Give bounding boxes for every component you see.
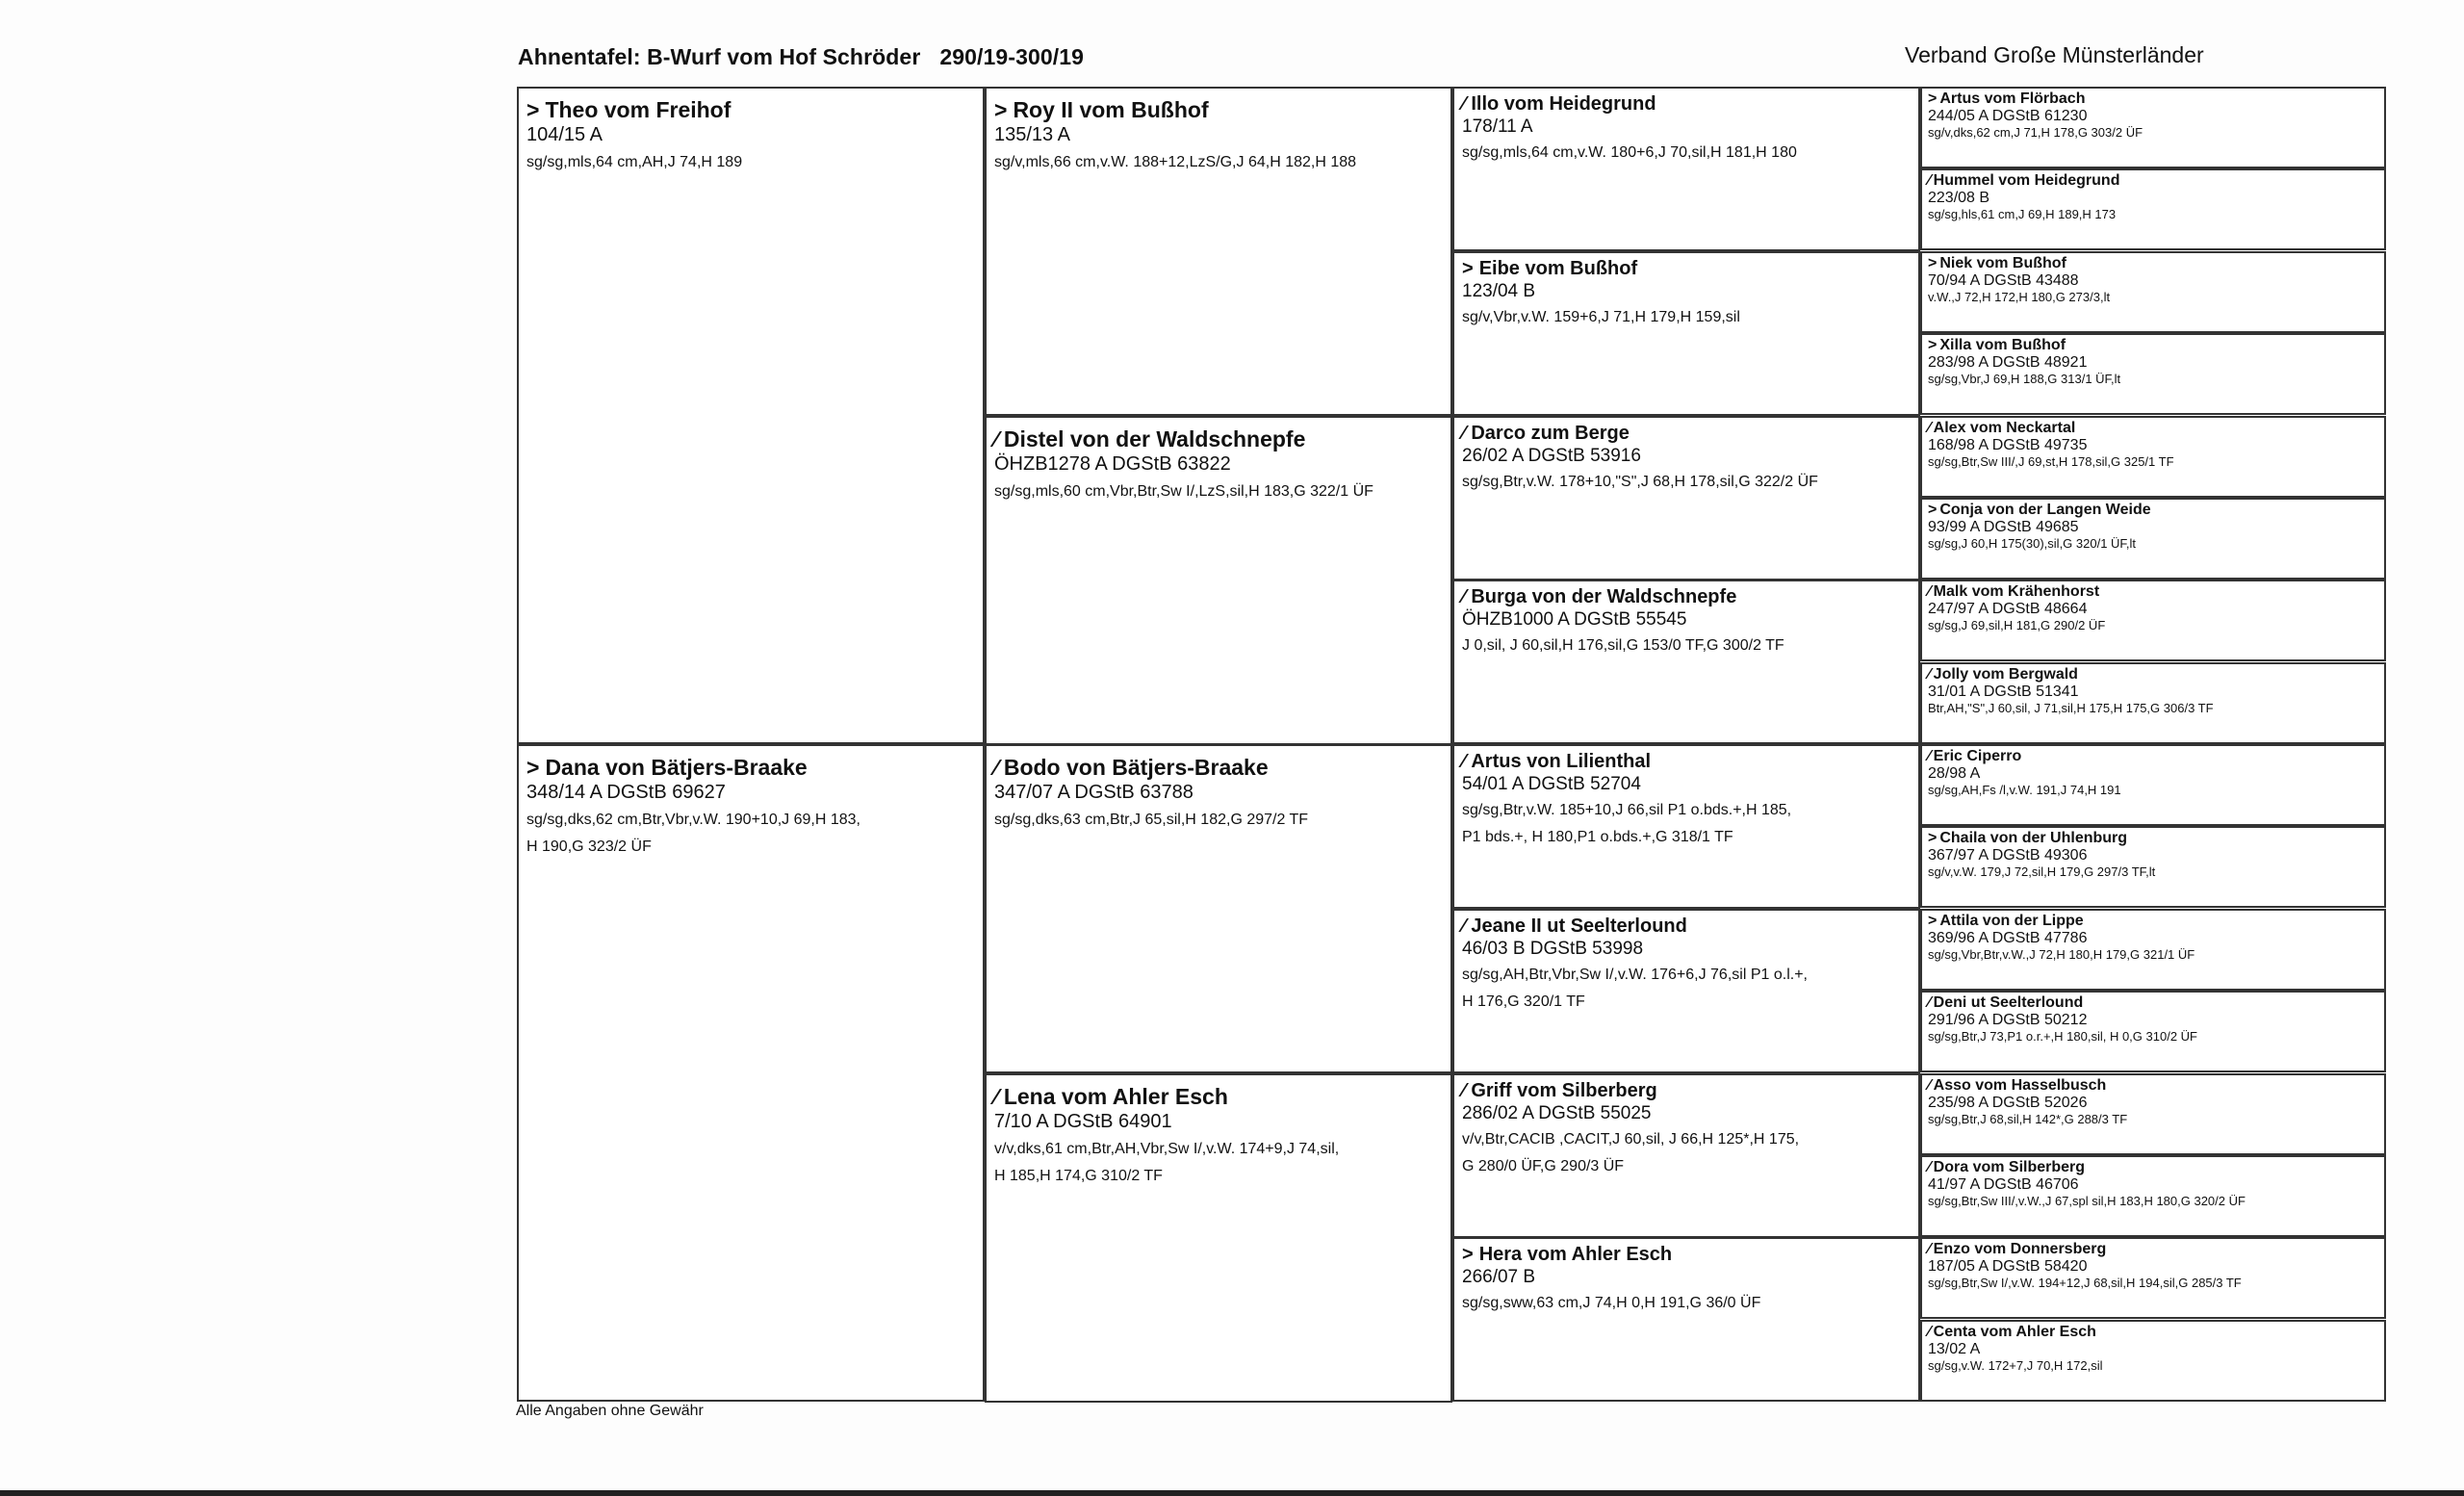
ancestor-name: Niek vom Bußhof [1939, 255, 2066, 271]
ancestor-name: Eric Ciperro [1933, 748, 2022, 764]
sex-marker-icon: ⁄ [1462, 586, 1466, 607]
ancestor-name-line [1928, 913, 2378, 930]
ancestor-name: Dana von Bätjers-Braake [545, 755, 808, 780]
ancestor-name-line [1928, 666, 2378, 684]
registration-number: 369/96 A DGStB 47786 [1928, 930, 2088, 946]
performance-info: v/v,dks,61 cm,Btr,AH,Vbr,Sw I/,v.W. 174+9,J 74,sil, H 185,H 174,G 310/2 TF [994, 1141, 1340, 1184]
performance-info: v.W.,J 72,H 172,H 180,G 273/3,lt [1928, 290, 2111, 304]
ancestor-name: Enzo vom Donnersberg [1933, 1241, 2107, 1257]
ancestor-name-line [994, 1083, 1443, 1110]
litter-numbers: 290/19-300/19 [939, 44, 1085, 69]
ancestor-name-line [1928, 1241, 2378, 1258]
ancestor-name: Hera vom Ahler Esch [1478, 1244, 1673, 1265]
ancestor-box-g4-2 [1920, 168, 2386, 250]
registration-number: 266/07 B [1462, 1267, 1536, 1287]
ancestor-name: Centa vom Ahler Esch [1933, 1324, 2096, 1340]
ancestor-name: Jeane II ut Seelterlound [1471, 916, 1687, 937]
ancestor-name: Hummel vom Heidegrund [1933, 172, 2120, 189]
sex-marker-icon: ⁄ [1462, 423, 1466, 444]
performance-info: sg/sg,J 69,sil,H 181,G 290/2 ÜF [1928, 618, 2106, 632]
registration-number: 54/01 A DGStB 52704 [1462, 774, 1641, 794]
ancestor-box-g2-2 [985, 416, 1452, 745]
sex-marker-icon: > [526, 755, 540, 780]
ancestor-name-line [526, 96, 975, 123]
ancestor-name-line [1928, 1324, 2378, 1341]
registration-number: 7/10 A DGStB 64901 [994, 1111, 1172, 1132]
ancestor-name-line [994, 754, 1443, 781]
registration-number: 168/98 A DGStB 49735 [1928, 437, 2088, 453]
sex-marker-icon: ⁄ [1462, 751, 1466, 772]
performance-info: sg/sg,Btr,Sw III/,J 69,st,H 178,sil,G 325/1 TF [1928, 454, 2174, 469]
ancestor-box-g3-4 [1452, 580, 1920, 744]
registration-number: 348/14 A DGStB 69627 [526, 782, 726, 803]
sex-marker-icon: ⁄ [1928, 1077, 1931, 1094]
organization-name: Verband Große Münsterländer [1905, 42, 2204, 67]
ancestor-name: Darco zum Berge [1471, 423, 1630, 444]
performance-info: sg/v,v.W. 179,J 72,sil,H 179,G 297/3 TF,lt [1928, 864, 2156, 879]
ancestor-box-g2-4 [985, 1073, 1452, 1403]
registration-number: 26/02 A DGStB 53916 [1462, 446, 1641, 466]
registration-number: 187/05 A DGStB 58420 [1928, 1258, 2088, 1275]
sex-marker-icon: ⁄ [1928, 748, 1931, 764]
ancestor-box-g4-4 [1920, 333, 2386, 415]
performance-info: sg/sg,AH,Btr,Vbr,Sw I/,v.W. 176+6,J 76,sil P1 o.l.+, H 176,G 320/1 TF [1462, 967, 1808, 1010]
performance-info: sg/sg,hls,61 cm,J 69,H 189,H 173 [1928, 207, 2117, 221]
ancestor-name: Artus vom Flörbach [1939, 90, 2086, 107]
ancestor-name: Artus von Lilienthal [1471, 751, 1652, 772]
pedigree-title-text: Ahnentafel: B-Wurf vom Hof Schröder [518, 44, 921, 69]
sex-marker-icon: ⁄ [1928, 1159, 1931, 1175]
ancestor-box-g2-1 [985, 87, 1452, 416]
performance-info: sg/sg,mls,64 cm,AH,J 74,H 189 [526, 154, 743, 170]
ancestor-name-line [1928, 502, 2378, 519]
registration-number: 244/05 A DGStB 61230 [1928, 108, 2088, 124]
registration-number: 347/07 A DGStB 63788 [994, 782, 1194, 803]
performance-info: sg/v,mls,66 cm,v.W. 188+12,LzS/G,J 64,H 182,H 188 [994, 154, 1357, 170]
ancestor-name: Asso vom Hasselbusch [1933, 1077, 2107, 1094]
registration-number: 123/04 B [1462, 281, 1536, 301]
sex-marker-icon: ⁄ [1928, 172, 1931, 189]
registration-number: 247/97 A DGStB 48664 [1928, 601, 2088, 617]
performance-info: sg/sg,Btr,Sw III/,v.W.,J 67,spl sil,H 183,H 180,G 320/2 ÜF [1928, 1194, 2246, 1208]
ancestor-name-line [1928, 337, 2378, 354]
ancestor-box-g3-1 [1452, 87, 1920, 251]
registration-number: ÖHZB1000 A DGStB 55545 [1462, 609, 1687, 630]
ancestor-box-g4-5 [1920, 416, 2386, 498]
ancestor-name-line [1462, 92, 1911, 116]
performance-info: sg/sg,Btr,J 68,sil,H 142*,G 288/3 TF [1928, 1112, 2128, 1126]
ancestor-name-line [526, 754, 975, 781]
ancestor-box-g4-8 [1920, 662, 2386, 744]
performance-info: J 0,sil, J 60,sil,H 176,sil,G 153/0 TF,G 300/2 TF [1462, 637, 1784, 654]
registration-number: 41/97 A DGStB 46706 [1928, 1176, 2079, 1193]
registration-number: 286/02 A DGStB 55025 [1462, 1103, 1652, 1123]
registration-number: 104/15 A [526, 124, 603, 145]
sex-marker-icon: > [1928, 830, 1938, 846]
registration-number: 178/11 A [1462, 116, 1533, 137]
ancestor-name: Xilla vom Bußhof [1939, 337, 2066, 353]
ancestor-box-g4-16 [1920, 1320, 2386, 1402]
ancestor-name-line [994, 426, 1443, 452]
ancestor-box-g3-3 [1452, 416, 1920, 580]
ancestor-name: Griff vom Silberberg [1471, 1080, 1657, 1101]
ancestor-name-line [1928, 255, 2378, 272]
pedigree-title [518, 44, 1084, 70]
sex-marker-icon: ⁄ [1928, 1324, 1931, 1340]
ancestor-name-line [1928, 583, 2378, 601]
ancestor-name-line [1462, 257, 1911, 280]
ancestor-box-g4-12 [1920, 991, 2386, 1072]
sex-marker-icon: ⁄ [994, 1084, 998, 1109]
performance-info: Btr,AH,"S",J 60,sil, J 71,sil,H 175,H 175,G 306/3 TF [1928, 701, 2214, 715]
ancestor-name-line [1462, 1079, 1911, 1102]
registration-number: 235/98 A DGStB 52026 [1928, 1095, 2088, 1111]
ancestor-name: Malk vom Krähenhorst [1933, 583, 2100, 600]
ancestor-box-g4-11 [1920, 909, 2386, 991]
ancestor-name: Eibe vom Bußhof [1478, 258, 1638, 279]
performance-info: sg/sg,Vbr,Btr,v.W.,J 72,H 180,H 179,G 321/1 ÜF [1928, 947, 2195, 962]
sex-marker-icon: ⁄ [1928, 666, 1931, 683]
performance-info: sg/sg,AH,Fs /l,v.W. 191,J 74,H 191 [1928, 783, 2121, 797]
registration-number: 70/94 A DGStB 43488 [1928, 272, 2079, 289]
sex-marker-icon: ⁄ [994, 426, 998, 451]
ancestor-box-g4-7 [1920, 580, 2386, 661]
ancestor-box-g4-1 [1920, 87, 2386, 168]
ancestor-box-g3-8 [1452, 1237, 1920, 1402]
ancestor-name-line [1462, 422, 1911, 445]
registration-number: 31/01 A DGStB 51341 [1928, 684, 2079, 700]
performance-info: sg/sg,Btr,v.W. 178+10,"S",J 68,H 178,sil,G 322/2 ÜF [1462, 474, 1818, 490]
ancestor-name: Lena vom Ahler Esch [1003, 1084, 1228, 1109]
registration-number: 13/02 A [1928, 1341, 1981, 1357]
ancestor-box-g4-3 [1920, 251, 2386, 333]
performance-info: sg/sg,dks,63 cm,Btr,J 65,sil,H 182,G 297/2 TF [994, 812, 1309, 828]
sex-marker-icon: ⁄ [1462, 93, 1466, 115]
performance-info: sg/v,Vbr,v.W. 159+6,J 71,H 179,H 159,sil [1462, 309, 1740, 325]
sex-marker-icon: > [1928, 337, 1938, 353]
ancestor-name: Alex vom Neckartal [1933, 420, 2076, 436]
ancestor-box-g1-1 [517, 87, 985, 744]
ancestor-box-g1-2 [517, 744, 985, 1402]
ancestor-name: Theo vom Freihof [545, 97, 732, 122]
ancestor-name-line [1928, 172, 2378, 190]
sex-marker-icon: > [994, 97, 1008, 122]
sex-marker-icon: > [1928, 255, 1938, 271]
sex-marker-icon: ⁄ [1928, 420, 1931, 436]
registration-number: 28/98 A [1928, 765, 1981, 782]
ancestor-name: Bodo von Bätjers-Braake [1003, 755, 1269, 780]
ancestor-box-g4-15 [1920, 1237, 2386, 1319]
ancestor-box-g4-9 [1920, 744, 2386, 826]
sex-marker-icon: > [1928, 913, 1938, 929]
disclaimer-note: Alle Angaben ohne Gewähr [516, 1403, 704, 1419]
registration-number: 93/99 A DGStB 49685 [1928, 519, 2079, 535]
registration-number: 367/97 A DGStB 49306 [1928, 847, 2088, 864]
registration-number: 283/98 A DGStB 48921 [1928, 354, 2088, 371]
ancestor-name-line [994, 96, 1443, 123]
ancestor-box-g3-6 [1452, 909, 1920, 1073]
ancestor-name: Dora vom Silberberg [1933, 1159, 2086, 1175]
ancestor-name: Roy II vom Bußhof [1013, 97, 1209, 122]
ancestor-box-g4-14 [1920, 1155, 2386, 1237]
sex-marker-icon: > [1928, 502, 1938, 518]
ancestor-name-line [1462, 585, 1911, 608]
performance-info: sg/v,dks,62 cm,J 71,H 178,G 303/2 ÜF [1928, 125, 2143, 140]
ancestor-name: Chaila von der Uhlenburg [1939, 830, 2128, 846]
sex-marker-icon: > [1928, 90, 1938, 107]
ancestor-name: Distel von der Waldschnepfe [1003, 426, 1306, 451]
sex-marker-icon: ⁄ [1462, 1080, 1466, 1101]
performance-info: sg/sg,v.W. 172+7,J 70,H 172,sil [1928, 1358, 2103, 1373]
sex-marker-icon: > [1462, 258, 1474, 279]
performance-info: sg/sg,dks,62 cm,Btr,Vbr,v.W. 190+10,J 69,H 183, H 190,G 323/2 ÜF [526, 812, 860, 855]
performance-info: sg/sg,Btr,J 73,P1 o.r.+,H 180,sil, H 0,G 310/2 ÜF [1928, 1029, 2197, 1044]
ancestor-name: Deni ut Seelterlound [1933, 994, 2084, 1011]
ancestor-box-g4-10 [1920, 826, 2386, 908]
ancestor-name: Jolly vom Bergwald [1933, 666, 2078, 683]
ancestor-name-line [1462, 750, 1911, 773]
ancestor-name-line [1928, 748, 2378, 765]
sex-marker-icon: ⁄ [1928, 994, 1931, 1011]
sex-marker-icon: ⁄ [994, 755, 998, 780]
ancestor-name: Illo vom Heidegrund [1471, 93, 1656, 115]
ancestor-name: Conja von der Langen Weide [1939, 502, 2151, 518]
registration-number: 291/96 A DGStB 50212 [1928, 1012, 2088, 1028]
performance-info: sg/sg,mls,60 cm,Vbr,Btr,Sw I/,LzS,sil,H 183,G 322/1 ÜF [994, 483, 1373, 500]
performance-info: sg/sg,mls,64 cm,v.W. 180+6,J 70,sil,H 181,H 180 [1462, 144, 1797, 161]
ancestor-box-g3-7 [1452, 1073, 1920, 1238]
ancestor-name: Attila von der Lippe [1939, 913, 2084, 929]
ancestor-box-g4-13 [1920, 1073, 2386, 1155]
ancestor-name-line [1928, 420, 2378, 437]
ancestor-box-g2-3 [985, 744, 1452, 1073]
scan-edge [0, 1490, 2464, 1496]
performance-info: sg/sg,J 60,H 175(30),sil,G 320/1 ÜF,lt [1928, 536, 2137, 551]
registration-number: ÖHZB1278 A DGStB 63822 [994, 453, 1231, 475]
registration-number: 135/13 A [994, 124, 1070, 145]
performance-info: sg/sg,Vbr,J 69,H 188,G 313/1 ÜF,lt [1928, 372, 2121, 386]
registration-number: 223/08 B [1928, 190, 1990, 206]
performance-info: sg/sg,Btr,v.W. 185+10,J 66,sil P1 o.bds.+,H 185, P1 bds.+, H 180,P1 o.bds.+,G 318/1 TF [1462, 802, 1792, 845]
ancestor-name-line [1928, 1159, 2378, 1176]
registration-number: 46/03 B DGStB 53998 [1462, 939, 1644, 959]
performance-info: v/v,Btr,CACIB ,CACIT,J 60,sil, J 66,H 125*,H 175, G 280/0 ÜF,G 290/3 ÜF [1462, 1131, 1800, 1174]
ancestor-name-line [1928, 830, 2378, 847]
ancestor-box-g4-6 [1920, 498, 2386, 580]
ancestor-box-g3-5 [1452, 744, 1920, 909]
performance-info: sg/sg,Btr,Sw I/,v.W. 194+12,J 68,sil,H 194,sil,G 285/3 TF [1928, 1276, 2242, 1290]
sex-marker-icon: ⁄ [1928, 1241, 1931, 1257]
sex-marker-icon: > [526, 97, 540, 122]
ancestor-name-line [1928, 90, 2378, 108]
ancestor-name-line [1462, 915, 1911, 938]
ancestor-name: Burga von der Waldschnepfe [1471, 586, 1737, 607]
ancestor-box-g3-2 [1452, 251, 1920, 416]
sex-marker-icon: ⁄ [1928, 583, 1931, 600]
sex-marker-icon: ⁄ [1462, 916, 1466, 937]
ancestor-name-line [1928, 994, 2378, 1012]
performance-info: sg/sg,sww,63 cm,J 74,H 0,H 191,G 36/0 ÜF [1462, 1295, 1761, 1311]
ancestor-name-line [1462, 1243, 1911, 1266]
sex-marker-icon: > [1462, 1244, 1474, 1265]
ancestor-name-line [1928, 1077, 2378, 1095]
